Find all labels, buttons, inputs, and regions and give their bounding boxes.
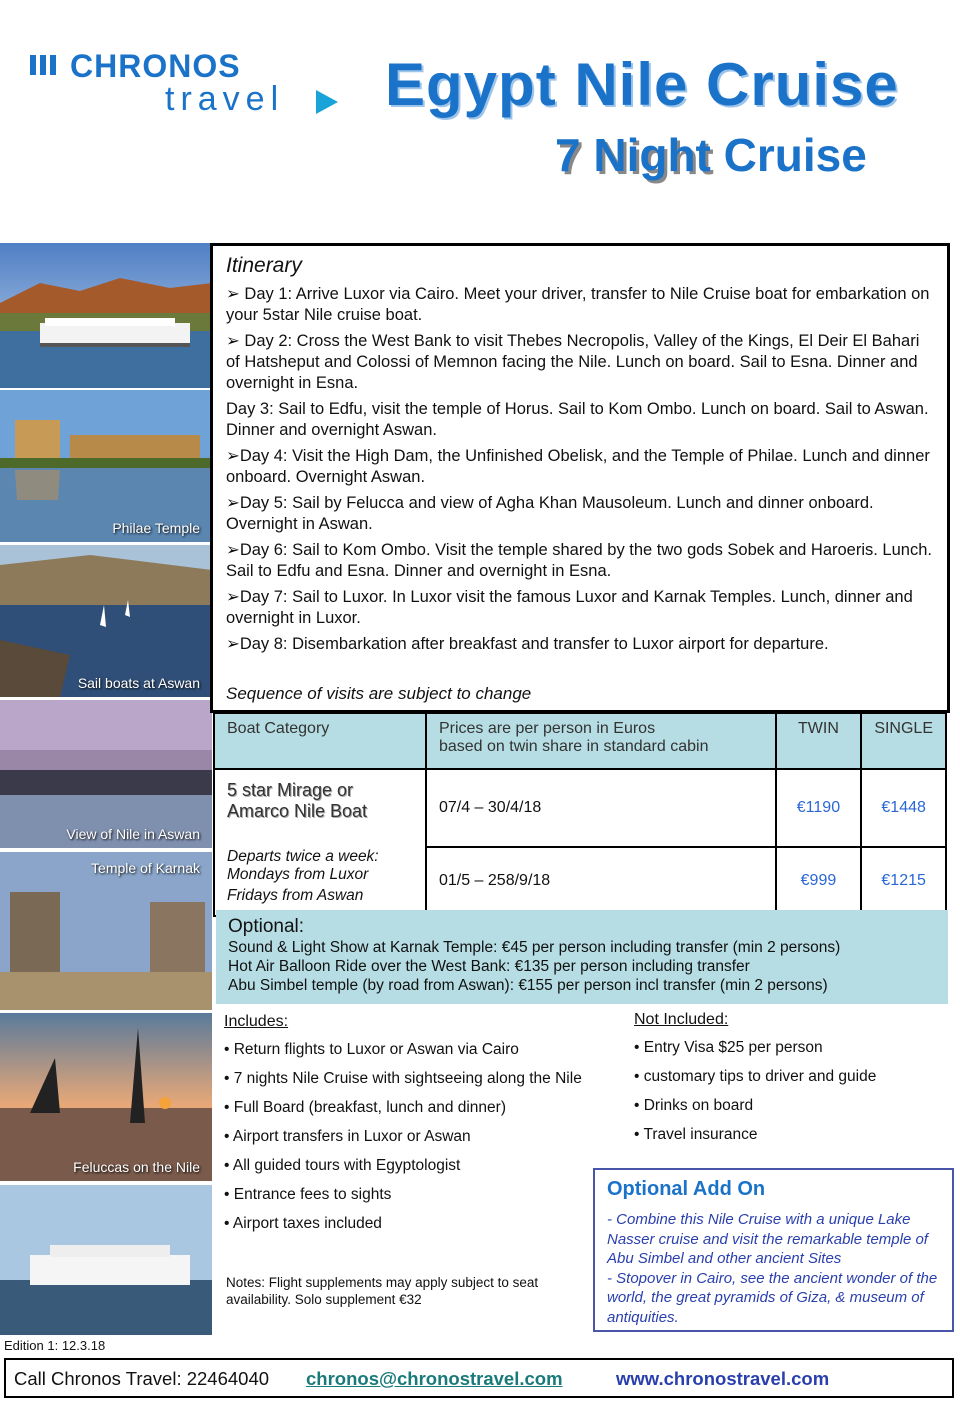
includes-heading: Includes: bbox=[224, 1013, 289, 1030]
header-single: SINGLE bbox=[861, 713, 946, 769]
optional-add-on-box bbox=[593, 1168, 954, 1332]
addon-text-1: - Combine this Nile Cruise with a unique Lake Nasser cruise and visit the remarkable temple of Abu Simbel and other ancient Sites bbox=[607, 1211, 928, 1267]
itinerary-day: ➢Day 6: Sail to Kom Ombo. Visit the temple shared by the two gods Sobek and Haroeris. Lunch. Sail to Edfu and Esna. Dinner and overnight in Esna. bbox=[226, 541, 932, 580]
price-twin: €1190 bbox=[776, 769, 862, 847]
header-category: Boat Category bbox=[214, 713, 426, 769]
table-row bbox=[214, 769, 946, 847]
photo-sail-boats-aswan bbox=[0, 545, 212, 697]
itinerary-day: ➢Day 8: Disembarkation after breakfast and transfer to Luxor airport for departure. bbox=[226, 635, 829, 653]
photo-nile-aswan bbox=[0, 700, 212, 848]
photo-feluccas-nile bbox=[0, 1013, 212, 1181]
itinerary-box bbox=[210, 243, 950, 713]
list-item: • 7 nights Nile Cruise with sightseeing along the Nile bbox=[224, 1070, 582, 1087]
boat-name-line2: Amarco Nile Boat bbox=[227, 801, 368, 821]
page-subtitle bbox=[555, 128, 867, 182]
list-item: • Airport transfers in Luxor or Aswan bbox=[224, 1128, 471, 1145]
includes-section bbox=[224, 1013, 594, 1244]
logo-sub: travel bbox=[165, 80, 285, 118]
includes-list bbox=[224, 1041, 594, 1244]
photo-cruise-boat bbox=[0, 243, 212, 388]
addon-text bbox=[607, 1210, 942, 1327]
itinerary-day: ➢ Day 1: Arrive Luxor via Cairo. Meet your driver, transfer to Nile Cruise boat for embarkation on your 5star Nile cruise boat. bbox=[226, 285, 930, 324]
notes: Notes: Flight supplements may apply subject to seat availability. Solo supplement €32 bbox=[226, 1275, 539, 1307]
header-desc bbox=[426, 713, 776, 769]
optional-extras bbox=[216, 910, 948, 1004]
header-desc-line2: based on twin share in standard cabin bbox=[438, 738, 709, 755]
itinerary-day: ➢Day 5: Sail by Felucca and view of Agha Khan Mausoleum. Lunch and dinner onboard. Overnight in Aswan. bbox=[226, 494, 874, 533]
photo-caption: Feluccas on the Nile bbox=[73, 1159, 200, 1175]
boat-name-line1: 5 star Mirage or bbox=[227, 780, 354, 800]
list-item: • Drinks on board bbox=[634, 1097, 754, 1114]
photo-caption: Sail boats at Aswan bbox=[77, 675, 200, 691]
list-item: • Airport taxes included bbox=[224, 1215, 382, 1232]
departs-line1: Departs twice a week: bbox=[227, 848, 379, 865]
page-title: Egypt Nile Cruise bbox=[385, 51, 899, 118]
optional-item: Sound & Light Show at Karnak Temple: €45 per person including transfer (min 2 persons) bbox=[228, 939, 841, 956]
footer-contact bbox=[4, 1358, 954, 1398]
date-range: 01/5 – 258/9/18 bbox=[426, 847, 776, 916]
photo-philae-temple bbox=[0, 390, 212, 542]
subtitle-nights: 7 Night bbox=[555, 129, 711, 181]
photo-cruise-ship bbox=[0, 1185, 212, 1335]
itinerary-day: ➢Day 4: Visit the High Dam, the Unfinished Obelisk, and the Temple of Philae. Lunch and dinner onboard. Overnight Aswan. bbox=[226, 447, 930, 486]
price-single: €1448 bbox=[861, 769, 946, 847]
addon-heading: Optional Add On bbox=[607, 1178, 766, 1200]
itinerary-note: Sequence of visits are subject to change bbox=[226, 684, 532, 703]
optional-item: Abu Simbel temple (by road from Aswan): €155 per person incl transfer (min 2 persons) bbox=[228, 977, 828, 994]
departs-line3: Fridays from Aswan bbox=[227, 887, 364, 904]
not-included-heading: Not Included: bbox=[634, 1011, 729, 1028]
departs-line2: Mondays from Luxor bbox=[227, 866, 369, 883]
logo-bars-icon bbox=[30, 55, 56, 75]
list-item: • Full Board (breakfast, lunch and dinner) bbox=[224, 1099, 506, 1116]
list-item: • Entrance fees to sights bbox=[224, 1186, 392, 1203]
not-included-list bbox=[634, 1039, 944, 1155]
price-table-header bbox=[214, 713, 946, 769]
price-table bbox=[213, 712, 947, 917]
edition-label: Edition 1: 12.3.18 bbox=[4, 1338, 106, 1353]
addon-text-2: - Stopover in Cairo, see the ancient wonder of the world, the great pyramids of Giza, & museum of antiquities. bbox=[607, 1269, 938, 1326]
boat-category-cell bbox=[214, 769, 426, 916]
logo-brand: CHRONOS bbox=[70, 48, 241, 84]
price-twin: €999 bbox=[776, 847, 862, 916]
list-item: • Travel insurance bbox=[634, 1126, 758, 1143]
price-single: €1215 bbox=[861, 847, 946, 916]
photo-caption: Temple of Karnak bbox=[91, 860, 200, 876]
chronos-travel-logo bbox=[30, 50, 320, 120]
footer-email-link[interactable]: chronos@chronostravel.com bbox=[306, 1368, 563, 1389]
list-item: • Return flights to Luxor or Aswan via Cairo bbox=[224, 1041, 519, 1058]
optional-item: Hot Air Balloon Ride over the West Bank: €135 per person including transfer bbox=[228, 958, 750, 975]
photo-caption: Philae Temple bbox=[112, 520, 200, 536]
itinerary-list bbox=[226, 284, 937, 660]
header-twin: TWIN bbox=[776, 713, 862, 769]
itinerary-day: ➢Day 7: Sail to Luxor. In Luxor visit the famous Luxor and Karnak Temples. Lunch, dinner and overnight in Luxor. bbox=[226, 588, 913, 627]
list-item: • All guided tours with Egyptologist bbox=[224, 1157, 461, 1174]
list-item: • Entry Visa $25 per person bbox=[634, 1039, 823, 1056]
footer-website-link[interactable]: www.chronostravel.com bbox=[616, 1368, 830, 1389]
footer-phone: Call Chronos Travel: 22464040 bbox=[14, 1368, 270, 1389]
photo-caption: View of Nile in Aswan bbox=[66, 826, 200, 842]
itinerary-heading: Itinerary bbox=[226, 254, 302, 277]
date-range: 07/4 – 30/4/18 bbox=[426, 769, 776, 847]
header-desc-line1: Prices are per person in Euros bbox=[438, 720, 656, 737]
list-item: • customary tips to driver and guide bbox=[634, 1068, 877, 1085]
itinerary-day: ➢ Day 2: Cross the West Bank to visit Thebes Necropolis, Valley of the Kings, El Deir El Bahari of Hatsheput and Colossi of Memnon facing the Nile. Lunch on board. Sail to Esna. Dinner and overnight in Esna. bbox=[226, 332, 920, 392]
itinerary-day: Day 3: Sail to Edfu, visit the temple of Horus. Sail to Kom Ombo. Lunch on board. Sail to Aswan. Dinner and overnight Aswan. bbox=[226, 400, 929, 439]
optional-heading: Optional: bbox=[228, 916, 305, 937]
photo-temple-karnak bbox=[0, 852, 212, 1010]
subtitle-cruise: Cruise bbox=[710, 129, 867, 181]
not-included-section bbox=[634, 1011, 944, 1155]
logo-arrow-icon bbox=[316, 90, 338, 114]
